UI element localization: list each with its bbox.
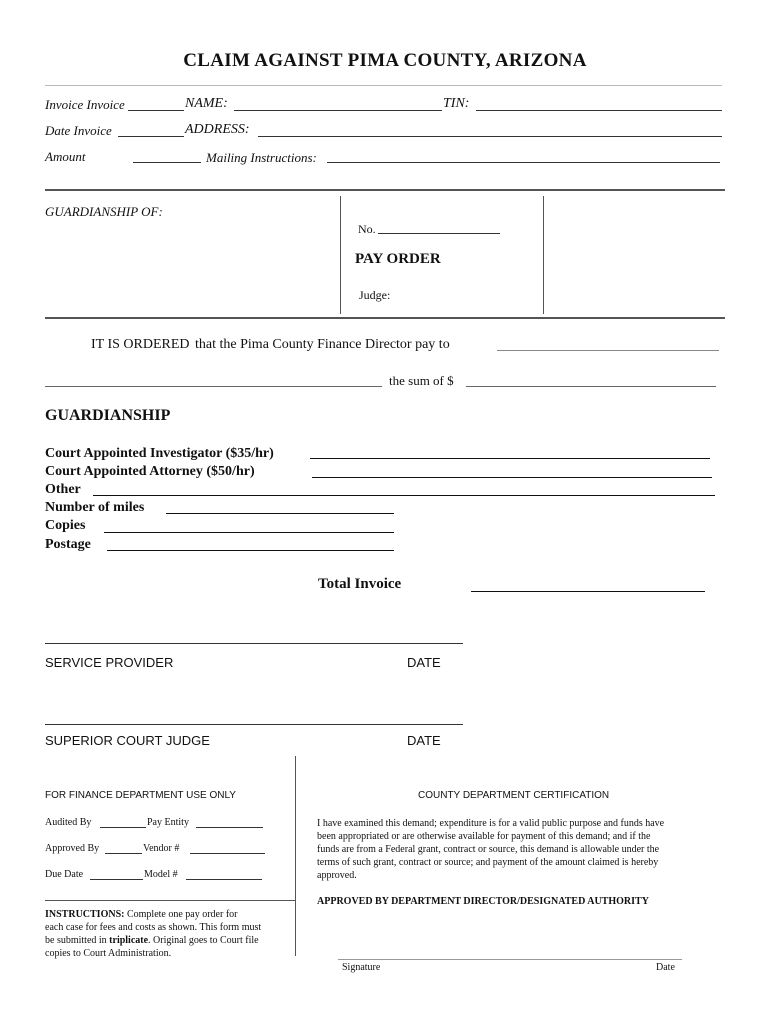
case-no-field[interactable] [378,233,500,234]
vendor-field[interactable] [190,853,265,854]
service-provider-signature-line[interactable] [45,643,463,644]
tin-field[interactable] [476,110,722,111]
attorney-field[interactable] [312,477,712,478]
name-label: NAME: [185,96,228,111]
instructions-text-2: each case for fees and costs as shown. This form must [45,922,262,933]
invoice-number-field[interactable] [128,110,184,111]
attorney-label: Court Appointed Attorney ($50/hr) [45,464,255,479]
postage-label: Postage [45,537,91,552]
guardianship-heading: GUARDIANSHIP [45,407,171,424]
certification-date-label: Date [656,962,675,973]
instructions-triplicate: triplicate [109,935,149,946]
certification-text [317,817,717,882]
instructions-text-3a: be submitted in [45,935,107,946]
mailing-instructions-label: Mailing Instructions: [206,150,317,165]
audited-by-field[interactable] [100,827,146,828]
miles-field[interactable] [166,513,394,514]
order-text [91,337,450,353]
sum-field[interactable] [466,386,716,387]
certification-line-2: been appropriated or are otherwise available for payment of this demand; and if the [317,831,651,842]
box-bottom-rule [45,317,725,319]
instructions-block [45,908,297,960]
amount-field[interactable] [133,162,201,163]
total-invoice-label: Total Invoice [318,576,402,592]
certification-signature-line[interactable] [338,959,682,960]
instructions-text-1: Complete one pay order for [126,909,238,920]
superior-court-judge-label: SUPERIOR COURT JUDGE [45,733,210,748]
copies-label: Copies [45,518,86,533]
certification-heading: COUNTY DEPARTMENT CERTIFICATION [418,790,610,801]
instructions-label: INSTRUCTIONS: [45,909,125,920]
other-field[interactable] [93,495,715,496]
service-provider-label: SERVICE PROVIDER [45,655,174,670]
investigator-field[interactable] [310,458,710,459]
guardianship-of-label: GUARDIANSHIP OF: [45,204,163,219]
address-field[interactable] [258,136,722,137]
amount-label: Amount [45,149,86,164]
address-label: ADDRESS: [185,122,250,137]
instructions-text-4: copies to Court Administration. [45,948,172,959]
invoice-invoice-label: Invoice Invoice [45,97,125,112]
certification-line-1: I have examined this demand; expenditure is for a valid public purpose and funds have [317,818,665,829]
judge-date-label: DATE [407,733,441,748]
instructions-text-3b: . Original goes to Court file [148,935,259,946]
postage-field[interactable] [107,550,394,551]
header-rule [45,189,725,191]
model-label: Model # [144,869,178,880]
judge-label: Judge: [359,288,391,302]
page-title: CLAIM AGAINST PIMA COUNTY, ARIZONA [183,50,587,71]
service-provider-date-label: DATE [407,655,441,670]
mailing-instructions-field[interactable] [327,162,720,163]
order-rest: that the Pima County Finance Director pay to [195,337,450,352]
investigator-label: Court Appointed Investigator ($35/hr) [45,446,274,461]
name-field[interactable] [234,110,442,111]
model-field[interactable] [186,879,262,880]
certification-line-5: approved. [317,870,357,881]
miles-label: Number of miles [45,500,145,515]
vendor-label: Vendor # [143,843,180,854]
due-date-field[interactable] [90,879,143,880]
box-divider-left [340,196,341,314]
audited-by-label: Audited By [45,817,92,828]
tin-label: TIN: [443,96,470,111]
case-no-label: No. [358,222,376,236]
payee-field-2[interactable] [45,386,382,387]
title-rule [45,85,722,86]
instructions-rule [45,900,295,901]
approved-by-authority: APPROVED BY DEPARTMENT DIRECTOR/DESIGNATED AUTHORITY [317,896,649,907]
certification-line-4: terms of such grant, contract or source; and payment of the amount claimed is hereby [317,857,659,868]
finance-heading: FOR FINANCE DEPARTMENT USE ONLY [45,790,236,801]
it-is-ordered: IT IS ORDERED [91,337,190,352]
approved-by-field[interactable] [105,853,142,854]
pay-entity-label: Pay Entity [147,817,189,828]
certification-signature-label: Signature [342,962,381,973]
sum-label: the sum of $ [389,373,454,388]
approved-by-label: Approved By [45,843,100,854]
certification-line-3: funds are from a Federal grant, contract or source, this demand is allowable under the [317,844,660,855]
total-invoice-field[interactable] [471,591,705,592]
due-date-label: Due Date [45,869,84,880]
other-label: Other [45,482,81,497]
payee-field[interactable] [497,350,719,351]
pay-order-heading: PAY ORDER [355,251,441,267]
pay-entity-field[interactable] [196,827,263,828]
copies-field[interactable] [104,532,394,533]
date-invoice-label: Date Invoice [45,123,112,138]
date-invoice-field[interactable] [118,136,184,137]
judge-signature-line[interactable] [45,724,463,725]
box-divider-right [543,196,544,314]
